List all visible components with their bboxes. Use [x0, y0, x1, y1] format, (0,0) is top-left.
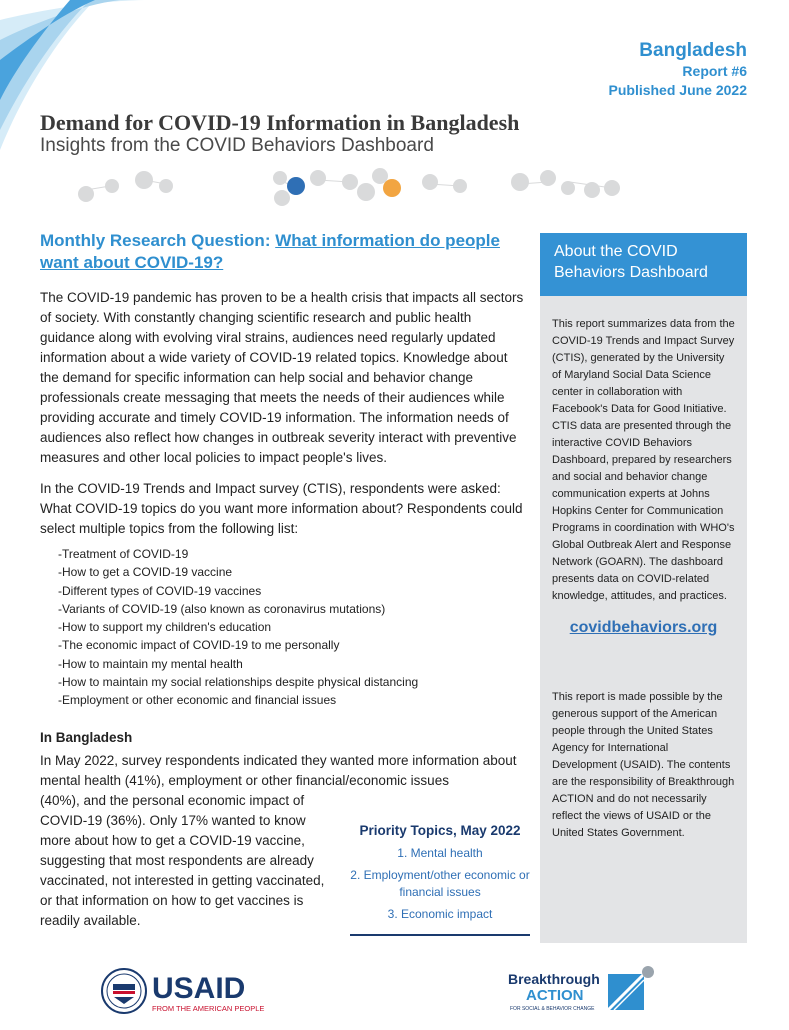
ba-line1: Breakthrough	[508, 971, 600, 987]
priority-topics-title: Priority Topics, May 2022	[359, 823, 521, 838]
list-item: -Treatment of COVID-19	[58, 547, 189, 561]
covidbehaviors-link[interactable]: covidbehaviors.org	[569, 619, 718, 636]
sidebar-heading: About the COVID Behaviors Dashboard	[540, 233, 747, 296]
list-item: -Different types of COVID-19 vaccines	[58, 583, 262, 598]
survey-paragraph: In the COVID-19 Trends and Impact survey (CTIS), respondents were asked: What COVID-19 topics do you want more information about? Respondents could select multiple topics from the following list:	[40, 481, 523, 536]
usaid-logo	[100, 966, 270, 1016]
country-heading: In Bangladesh	[40, 729, 133, 745]
usaid-tagline: FROM THE AMERICAN PEOPLE	[152, 1004, 265, 1013]
priority-item: 3. Economic impact	[387, 907, 493, 921]
list-item: -How to get a COVID-19 vaccine	[58, 565, 233, 580]
sidebar-support-text: This report is made possible by the generous support of the American people through the United States Agency for International Development (USAID). The contents are the responsibility of Breakthrough ACTION and do not necessarily reflect the views of USAID or the United States Government.	[552, 691, 735, 839]
ba-tagline: FOR SOCIAL & BEHAVIOR CHANGE	[510, 1006, 595, 1012]
list-item: -How to maintain my mental health	[58, 656, 243, 671]
dot-highlight-orange	[383, 179, 401, 197]
footer-logos	[0, 958, 789, 1018]
topic-list	[58, 545, 528, 710]
dot-highlight-blue	[287, 177, 305, 195]
findings-paragraph-1: In May 2022, survey respondents indicated they wanted more information about mental health (41%), employment or other financial/economic issues	[40, 752, 517, 788]
country-label: Bangladesh	[639, 40, 747, 61]
intro-paragraph: The COVID-19 pandemic has proven to be a health crisis that impacts all sectors of society. With constantly changing scientific research and public health guidance along with evolving viral strains, audiences need regularly updated information about a wide variety of COVID-19 related topics. Knowledge about the demand for specific information can help social and behavior change professionals create messaging that meets the needs of their audiences while providing accurate and timely COVID-19 information. The information needs of audiences also reflect how changes in outbreak severity interact with preventive measures and other local policies to impact people's lives.	[40, 290, 524, 465]
dots-divider-decoration	[70, 168, 750, 216]
list-item: -Variants of COVID-19 (also known as coronavirus mutations)	[58, 601, 386, 616]
report-header	[609, 40, 748, 100]
page-title: Demand for COVID-19 Information in Bangladesh	[40, 110, 520, 135]
page-subtitle: Insights from the COVID Behaviors Dashboard	[40, 135, 434, 156]
research-question-heading	[40, 230, 528, 274]
list-item: -Employment or other economic and financial issues	[58, 693, 337, 708]
priority-item: 1. Mental health	[397, 846, 483, 860]
breakthrough-action-logo	[508, 962, 668, 1018]
priority-topics-box	[350, 823, 530, 936]
research-question: What information do people want about COVID-19?	[40, 231, 500, 272]
list-item: -How to maintain my social relationships despite physical distancing	[58, 675, 419, 690]
sidebar-about-text: This report summarizes data from the COVID-19 Trends and Impact Survey (CTIS), generated by the University of Maryland Social Data Science center in collaboration with Facebook's Data for Good Initiative. CTIS data are presented through the interactive COVID Behaviors Dashboard, prepared by researchers and social and behavior change communication experts at Johns Hopkins Center for Communication Programs in coordination with WHO's Global Outbreak Alert and Response Network (GOARN). The dashboard presents data on COVID-related knowledge, attitudes, and practices.	[552, 318, 735, 602]
usaid-wordmark: USAID	[152, 972, 246, 1005]
research-question-label: Monthly Research Question:	[40, 231, 276, 250]
published-date: Published June 2022	[608, 82, 747, 98]
list-item: -The economic impact of COVID-19 to me personally	[58, 638, 340, 653]
priority-item: 2. Employment/other economic or financial issues	[350, 868, 530, 899]
list-item: -How to support my children's education	[58, 620, 272, 635]
report-number: Report #6	[682, 63, 747, 79]
ba-line2: ACTION	[526, 987, 584, 1004]
findings-paragraph-2: (40%), and the personal economic impact of COVID-19 (36%). Only 17% wanted to know more about how to get a COVID-19 vaccine, suggesting that most respondents are already vaccinated, not interested in getting vaccinated, or that information on how to get vaccines is readily available.	[40, 792, 325, 928]
about-sidebar	[540, 233, 747, 943]
